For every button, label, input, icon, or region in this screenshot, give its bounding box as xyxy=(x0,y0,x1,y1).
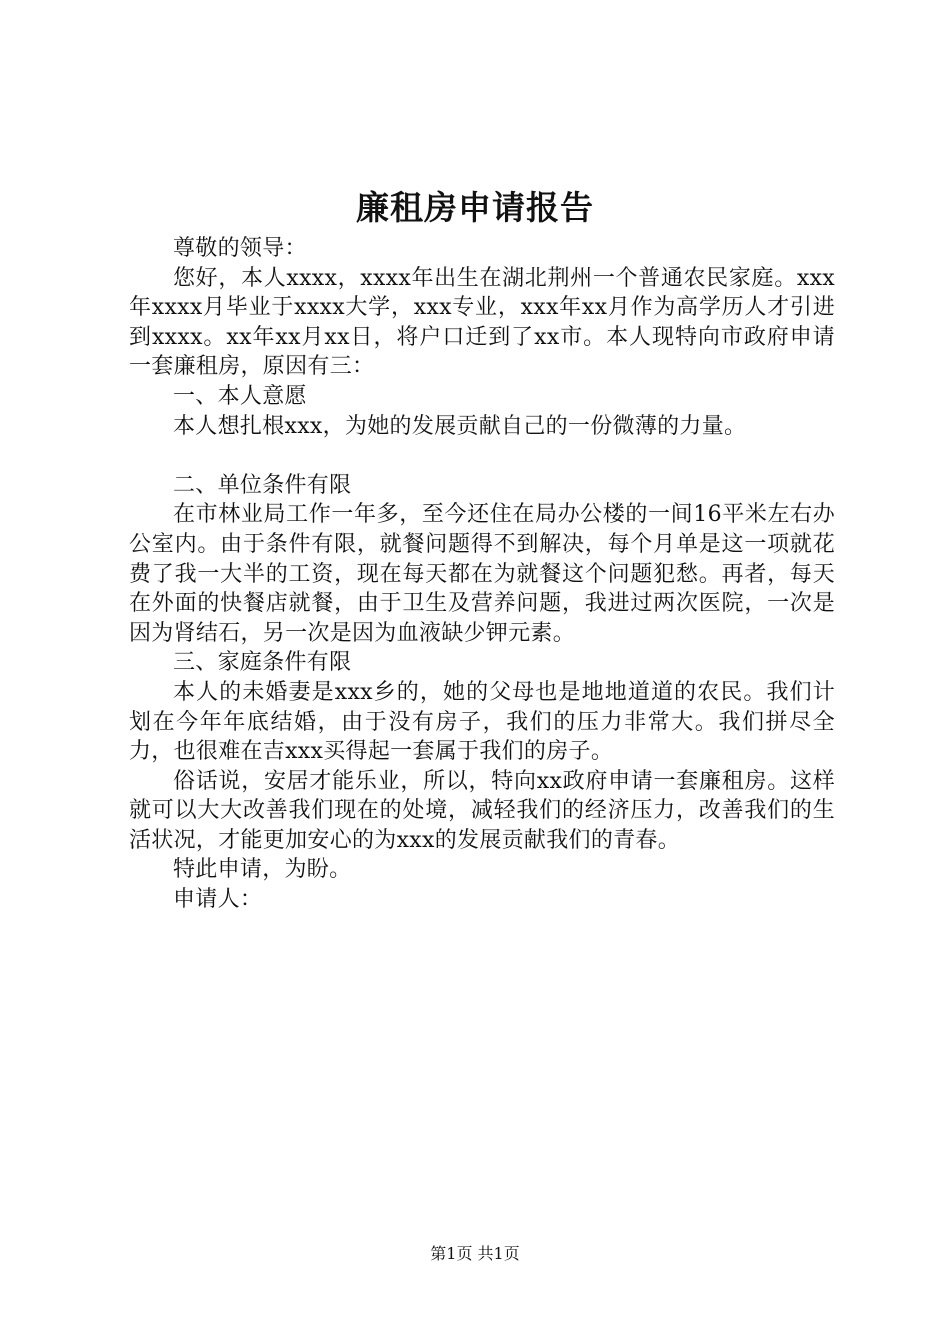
conclusion-paragraph: 俗话说，安居才能乐业，所以，特向xx政府申请一套廉租房。这样就可以大大改善我们现在的处境，减轻我们的经济压力，改善我们的生活状况，才能更加安心的为xxx的发展贡献我们的青春。 xyxy=(129,768,835,853)
page-footer: 第1页 共1页 xyxy=(430,1244,520,1263)
reason-3-heading: 三、家庭条件有限 xyxy=(173,650,352,676)
blank-line xyxy=(129,441,835,471)
reason-1-paragraph: 本人想扎根xxx，为她的发展贡献自己的一份微薄的力量。 xyxy=(173,413,747,439)
reason-2-heading: 二、单位条件有限 xyxy=(173,472,352,498)
salutation: 尊敬的领导： xyxy=(173,236,307,261)
reason-2-paragraph: 在市林业局工作一年多，至今还住在局办公楼的一间16平米左右办公室内。由于条件有限，就餐问题得不到解决，每个月单是这一项就花费了我一大半的工资，现在每天都在为就餐这个问题犯愁。再者，每天在外面的快餐店就餐，由于卫生及营养问题，我进过两次医院，一次是因为肾结石，另一次是因为血液缺少钾元素。 xyxy=(129,502,835,646)
reason-3-paragraph: 本人的未婚妻是xxx乡的，她的父母也是地地道道的农民。我们计划在今年年底结婚，由于没有房子，我们的压力非常大。我们拼尽全力，也很难在吉xxx买得起一套属于我们的房子。 xyxy=(129,679,835,765)
reason-1-heading: 一、本人意愿 xyxy=(173,383,307,409)
document-title: 廉租房申请报告 xyxy=(356,188,594,227)
intro-paragraph: 您好，本人xxxx，xxxx年出生在湖北荆州一个普通农民家庭。xxx年xxxx月毕业于xxxx大学，xxx专业，xxx年xx月作为高学历人才引进到xxxx。xx年xx月xx日，将户口迁到了xx市。本人现特向市政府申请一套廉租房，原因有三： xyxy=(129,265,835,380)
applicant-line: 申请人： xyxy=(173,887,263,913)
document-body xyxy=(129,234,835,915)
closing-line: 特此申请，为盼。 xyxy=(173,857,352,883)
